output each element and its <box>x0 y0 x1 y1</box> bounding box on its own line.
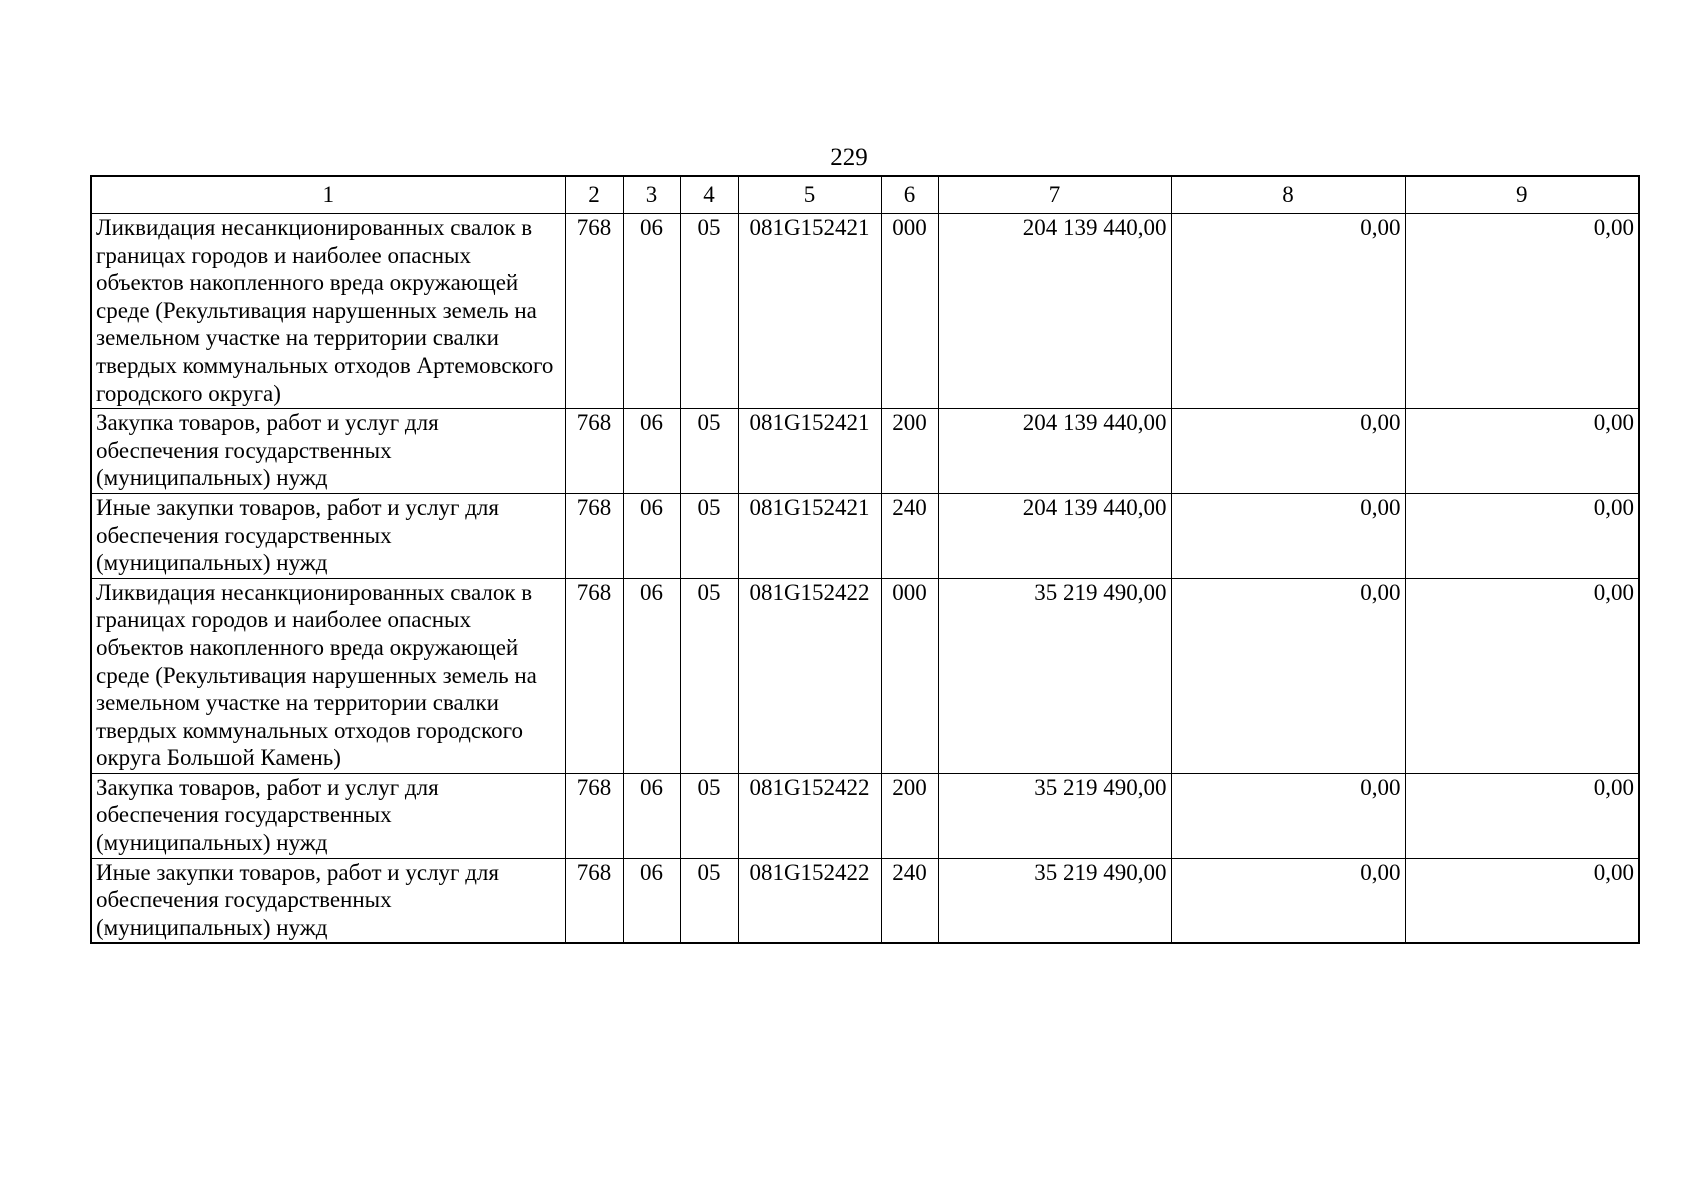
table-row <box>91 858 1639 943</box>
amount-col9: 0,00 <box>1405 858 1639 943</box>
expense-type-code: 000 <box>881 578 938 773</box>
amount-col7: 35 219 490,00 <box>938 773 1171 858</box>
item-name: Закупка товаров, работ и услуг для обеспечения государственных (муниципальных) нужд <box>91 409 565 494</box>
item-name: Иные закупки товаров, работ и услуг для обеспечения государственных (муниципальных) нужд <box>91 493 565 578</box>
ministry-code: 768 <box>565 858 623 943</box>
section-code: 06 <box>623 773 680 858</box>
column-header: 9 <box>1405 176 1639 214</box>
subsection-code: 05 <box>680 858 738 943</box>
column-header: 5 <box>738 176 881 214</box>
amount-col8: 0,00 <box>1171 493 1405 578</box>
expense-type-code: 200 <box>881 409 938 494</box>
target-article-code: 081G152421 <box>738 493 881 578</box>
subsection-code: 05 <box>680 578 738 773</box>
column-header: 6 <box>881 176 938 214</box>
subsection-code: 05 <box>680 493 738 578</box>
amount-col9: 0,00 <box>1405 493 1639 578</box>
amount-col7: 35 219 490,00 <box>938 578 1171 773</box>
item-name: Иные закупки товаров, работ и услуг для обеспечения государственных (муниципальных) нужд <box>91 858 565 943</box>
section-code: 06 <box>623 409 680 494</box>
table-row <box>91 578 1639 773</box>
section-code: 06 <box>623 493 680 578</box>
target-article-code: 081G152422 <box>738 858 881 943</box>
amount-col8: 0,00 <box>1171 858 1405 943</box>
target-article-code: 081G152422 <box>738 773 881 858</box>
column-header: 2 <box>565 176 623 214</box>
item-name: Закупка товаров, работ и услуг для обеспечения государственных (муниципальных) нужд <box>91 773 565 858</box>
budget-table <box>90 175 1640 944</box>
column-header: 1 <box>91 176 565 214</box>
target-article-code: 081G152421 <box>738 409 881 494</box>
table-row <box>91 493 1639 578</box>
target-article-code: 081G152421 <box>738 214 881 409</box>
amount-col7: 204 139 440,00 <box>938 409 1171 494</box>
amount-col9: 0,00 <box>1405 214 1639 409</box>
amount-col8: 0,00 <box>1171 773 1405 858</box>
table-row <box>91 214 1639 409</box>
subsection-code: 05 <box>680 214 738 409</box>
item-name: Ликвидация несанкционированных свалок в границах городов и наиболее опасных объектов накопленного вреда окружающей среде (Рекультивация нарушенных земель на земельном участке на территории свалки твердых коммунальных отходов городского округа Большой Камень) <box>91 578 565 773</box>
item-name: Ликвидация несанкционированных свалок в границах городов и наиболее опасных объектов накопленного вреда окружающей среде (Рекультивация нарушенных земель на земельном участке на территории свалки твердых коммунальных отходов Артемовского городского округа) <box>91 214 565 409</box>
amount-col8: 0,00 <box>1171 578 1405 773</box>
amount-col9: 0,00 <box>1405 773 1639 858</box>
target-article-code: 081G152422 <box>738 578 881 773</box>
expense-type-code: 240 <box>881 493 938 578</box>
column-header: 4 <box>680 176 738 214</box>
section-code: 06 <box>623 214 680 409</box>
subsection-code: 05 <box>680 409 738 494</box>
amount-col9: 0,00 <box>1405 409 1639 494</box>
amount-col9: 0,00 <box>1405 578 1639 773</box>
expense-type-code: 000 <box>881 214 938 409</box>
ministry-code: 768 <box>565 214 623 409</box>
expense-type-code: 240 <box>881 858 938 943</box>
amount-col7: 35 219 490,00 <box>938 858 1171 943</box>
table-row <box>91 773 1639 858</box>
amount-col8: 0,00 <box>1171 409 1405 494</box>
table-row <box>91 409 1639 494</box>
amount-col7: 204 139 440,00 <box>938 493 1171 578</box>
column-header: 3 <box>623 176 680 214</box>
header-row <box>91 176 1639 214</box>
section-code: 06 <box>623 858 680 943</box>
ministry-code: 768 <box>565 409 623 494</box>
ministry-code: 768 <box>565 773 623 858</box>
ministry-code: 768 <box>565 493 623 578</box>
column-header: 8 <box>1171 176 1405 214</box>
amount-col8: 0,00 <box>1171 214 1405 409</box>
expense-type-code: 200 <box>881 773 938 858</box>
ministry-code: 768 <box>565 578 623 773</box>
column-header: 7 <box>938 176 1171 214</box>
page-number: 229 <box>830 144 868 171</box>
section-code: 06 <box>623 578 680 773</box>
amount-col7: 204 139 440,00 <box>938 214 1171 409</box>
subsection-code: 05 <box>680 773 738 858</box>
